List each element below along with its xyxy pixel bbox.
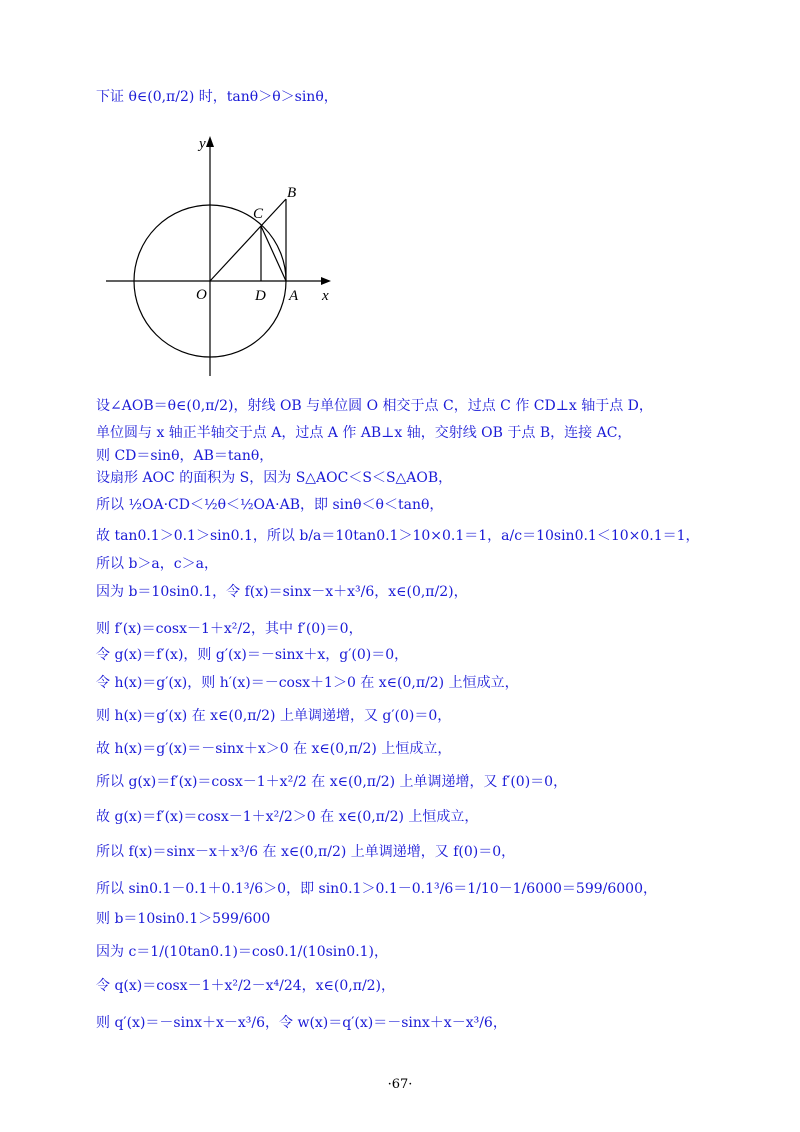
text-line-18: 所以 sin0.1－0.1＋0.1³/6＞0，即 sin0.1＞0.1－0.1³/6＝1/10－1/6000＝599/6000，	[96, 881, 657, 897]
label-c: C	[253, 206, 264, 222]
text-line-21: 令 q(x)＝cosx－1＋x²/2－x⁴/24，x∈(0,π/2)，	[96, 978, 396, 994]
text-line-3: 单位圆与 x 轴正半轴交于点 A，过点 A 作 AB⊥x 轴，交射线 OB 于点 B，连接 AC，	[96, 425, 632, 441]
text-line-15: 所以 g(x)＝f′(x)＝cosx－1＋x²/2 在 x∈(0,π/2) 上单调递增，又 f′(0)＝0，	[96, 774, 568, 790]
text-line-9: 因为 b＝10sin0.1，令 f(x)＝sinx－x＋x³/6，x∈(0,π/2)，	[96, 584, 468, 600]
text-line-16: 故 g(x)＝f′(x)＝cosx－1＋x²/2＞0 在 x∈(0,π/2) 上恒成立，	[96, 809, 479, 825]
label-x: x	[322, 288, 329, 304]
text-line-13: 则 h(x)＝g′(x) 在 x∈(0,π/2) 上单调递增，又 g′(0)＝0，	[96, 708, 452, 724]
label-a: A	[289, 288, 299, 304]
label-d: D	[255, 288, 266, 304]
text-line-7: 故 tan0.1＞0.1＞sin0.1，所以 b/a＝10tan0.1＞10×0.1＝1，a/c＝10sin0.1＜10×0.1＝1，	[96, 528, 700, 544]
text-line-8: 所以 b＞a，c＞a，	[96, 556, 218, 572]
label-o: O	[196, 287, 207, 303]
unit-circle-diagram	[96, 128, 346, 378]
text-line-1: 下证 θ∈(0,π/2) 时，tanθ＞θ＞sinθ，	[96, 89, 338, 105]
y-axis-arrow	[206, 136, 214, 147]
segment-ac	[261, 226, 286, 281]
text-line-4: 则 CD＝sinθ，AB＝tanθ，	[96, 448, 274, 464]
text-line-20: 因为 c＝1/(10tan0.1)＝cos0.1/(10sin0.1)，	[96, 944, 389, 960]
label-y: y	[199, 136, 206, 152]
text-line-6: 所以 ½OA·CD＜½θ＜½OA·AB，即 sinθ＜θ＜tanθ，	[96, 497, 444, 513]
page-number: ·67·	[387, 1077, 413, 1092]
text-line-10: 则 f′(x)＝cosx－1＋x²/2，其中 f′(0)＝0，	[96, 621, 363, 637]
text-line-2: 设∠AOB＝θ∈(0,π/2)，射线 OB 与单位圆 O 相交于点 C，过点 C 作 CD⊥x 轴于点 D，	[96, 398, 653, 414]
text-line-11: 令 g(x)＝f′(x)，则 g′(x)＝－sinx＋x，g′(0)＝0，	[96, 647, 409, 663]
label-b: B	[287, 185, 297, 201]
text-line-19: 则 b＝10sin0.1＞599/600	[96, 911, 271, 927]
text-line-5: 设扇形 AOC 的面积为 S，因为 S△AOC＜S＜S△AOB，	[96, 470, 453, 486]
text-line-22: 则 q′(x)＝－sinx＋x－x³/6，令 w(x)＝q′(x)＝－sinx＋x－x³/6，	[96, 1015, 507, 1031]
x-axis-arrow	[321, 277, 331, 285]
text-line-12: 令 h(x)＝g′(x)，则 h′(x)＝－cosx＋1＞0 在 x∈(0,π/2) 上恒成立，	[96, 675, 519, 691]
text-line-17: 所以 f(x)＝sinx－x＋x³/6 在 x∈(0,π/2) 上单调递增，又 f(0)＝0，	[96, 844, 516, 860]
text-line-14: 故 h(x)＝g′(x)＝－sinx＋x＞0 在 x∈(0,π/2) 上恒成立，	[96, 741, 452, 757]
